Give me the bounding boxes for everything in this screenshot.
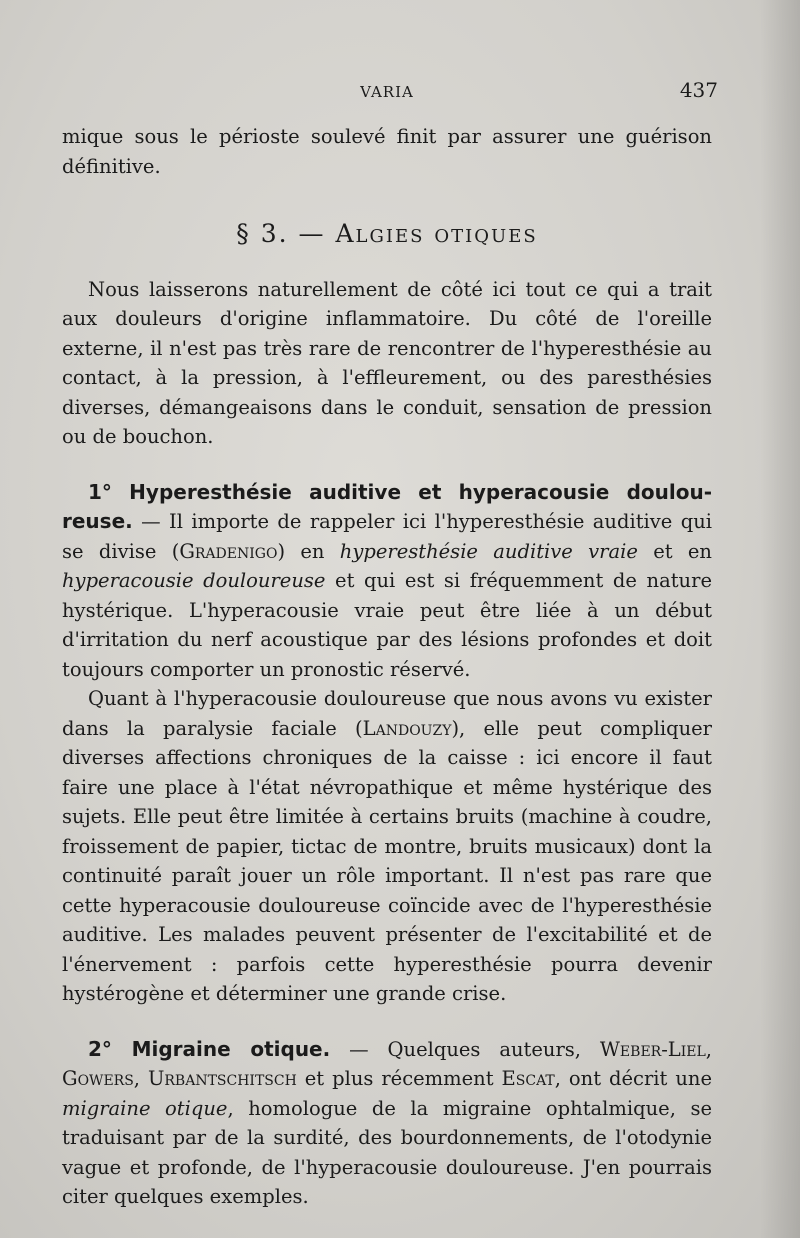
paragraph-intro: Nous laisserons naturellement de côté ici tout ce qui a trait aux douleurs d'origine inflammatoire. Du côté de l'oreille externe, il n'est pas très rare de rencontrer de l'hyperesthésie au contact, à la pression, à l'effleurement, ou des paresthésies diverses, démangeaisons dans le conduit, sensation de pression ou de bouchon. [62, 277, 712, 448]
text-segment: ), elle peut compliquer diverses affections chroniques de la caisse : ici encore il faut faire une place à l'état névropathique et même hystérique des sujets. Elle peut être limitée à certains bruits (machine à coudre, froissement de papier, tictac de montre, bruits musicaux) dont la continuité paraît jouer un rôle important. Il n'est pas rare que cette hyperacousie douloureuse coïncide avec de l'hyperesthésie auditive. Les malades peuvent présenter de l'excitabilité et de l'énervement : parfois cette hyperesthésie pourra devenir hystérogène et déterminer une grande crise. [62, 716, 713, 1005]
paragraph-hyperesthesie [62, 478, 712, 685]
page-edge-shadow [760, 0, 800, 1238]
page-header [62, 76, 718, 106]
text-segment: Quant à l'hyperacousie douloureuse que nous avons vu exister dans la paralysie faciale ( [62, 687, 712, 740]
text-segment: — Il importe de rappeler ici l'hyperesthésie auditive qui se divise ( [62, 510, 712, 563]
text-segment: et qui est si fréquemment de nature hystérique. L'hyperacousie vraie peut être liée à un début d'irritation du nerf acoustique par des lésions profondes et doit toujours comporter un pronostic réservé. [62, 569, 712, 681]
author-name: Gradenigo [179, 539, 278, 563]
author-name: Weber-Liel [599, 1037, 706, 1061]
text-segment: , [705, 1037, 712, 1061]
paragraph-hyperacousie [62, 684, 712, 1009]
subsection-heading-1: 1° Hyperesthésie auditive et hyperacousie doulou-reuse. [62, 479, 712, 533]
italic-term: hyperesthésie auditive vraie [339, 539, 638, 563]
text-segment: et en [637, 539, 712, 563]
author-name: Landouzy [362, 716, 452, 740]
author-name: Urbantschitsch [147, 1067, 297, 1090]
paragraph-migraine [62, 1035, 712, 1212]
text-segment: , homologue de la migraine ophtalmique, se traduisant par de la surdité, des bourdonnements, de l'otodynie vague et profonde, de l'hyperacousie douloureuse. J'en pourrais citer quelques exemples. [62, 1096, 712, 1208]
page-number: 437 [679, 78, 718, 102]
page-content [62, 76, 718, 1212]
text-segment: et plus récemment [296, 1067, 502, 1090]
text-segment: ) en [277, 539, 340, 563]
subsection-heading-2: 2° Migraine otique. [88, 1036, 331, 1061]
author-name: Escat [501, 1067, 555, 1090]
text-segment: , [133, 1067, 148, 1090]
italic-term: hyperacousie douloureuse [62, 569, 326, 592]
text-segment: — Quelques auteurs, [330, 1037, 600, 1061]
continuation-paragraph: mique sous le périoste soulevé finit par assurer une guérison définitive. [62, 125, 712, 178]
italic-term: migraine otique [62, 1096, 228, 1120]
section-title: § 3. — Algies otiques [236, 219, 538, 248]
author-name: Gowers [62, 1067, 134, 1090]
running-head: VARIA [360, 83, 414, 101]
text-segment: , ont décrit une [554, 1067, 712, 1090]
